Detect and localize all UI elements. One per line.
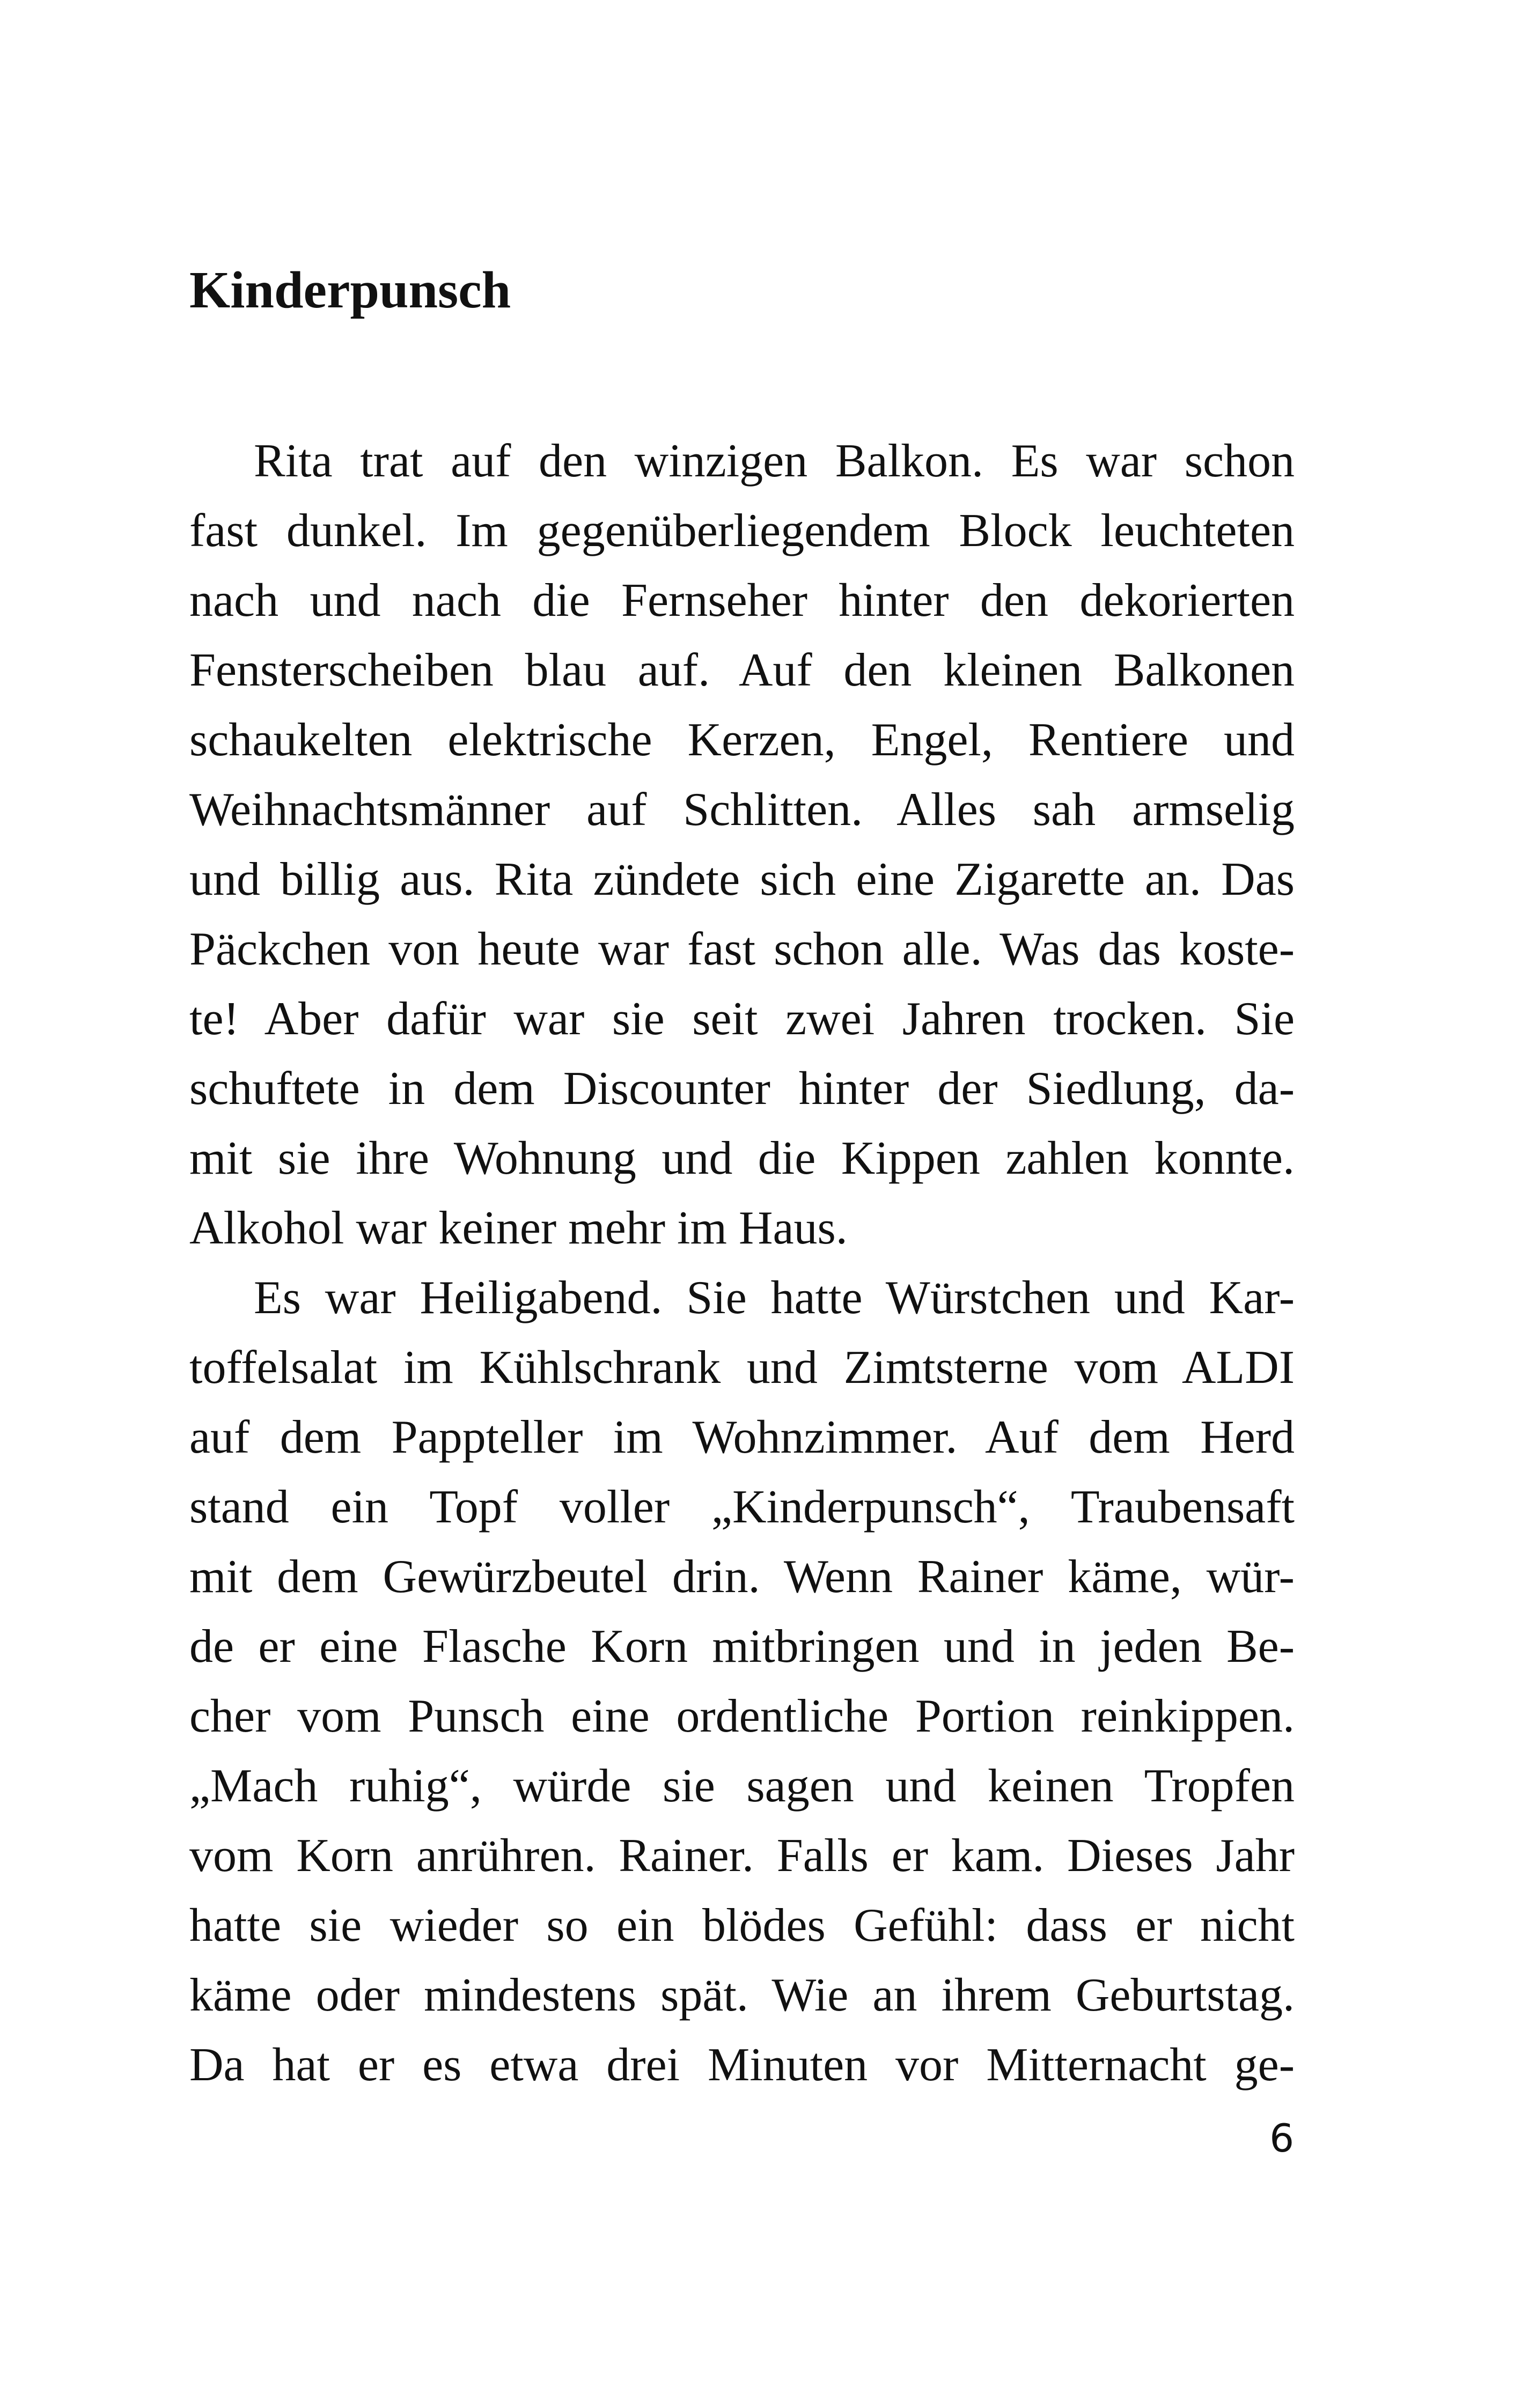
paragraph-line: cher vom Punsch eine ordentliche Portion reinkippen. <box>189 1690 1295 1742</box>
paragraph-line: vom Korn anrühren. Rainer. Falls er kam. Dieses Jahr <box>189 1830 1295 1882</box>
paragraph-line: mit dem Gewürzbeutel drin. Wenn Rainer käme, wür- <box>189 1551 1295 1603</box>
paragraph-line: „Mach ruhig“, würde sie sagen und keinen Tropfen <box>189 1760 1295 1812</box>
paragraph-line: Alkohol war keiner mehr im Haus. <box>189 1202 848 1254</box>
paragraph-line: toffelsalat im Kühlschrank und Zimtsterne vom ALDI <box>189 1342 1295 1394</box>
paragraph-line: Da hat er es etwa drei Minuten vor Mitternacht ge- <box>189 2039 1295 2091</box>
page-number: 6 <box>1269 2116 1294 2161</box>
paragraph-line: schaukelten elektrische Kerzen, Engel, Rentiere und <box>189 714 1295 766</box>
chapter-title: Kinderpunsch <box>189 261 511 319</box>
paragraph-line: mit sie ihre Wohnung und die Kippen zahlen konnte. <box>189 1132 1295 1184</box>
paragraph-line: nach und nach die Fernseher hinter den dekorierten <box>189 575 1295 627</box>
paragraph-line: stand ein Topf voller „Kinderpunsch“, Traubensaft <box>189 1481 1295 1533</box>
chapter-body <box>189 426 1295 2100</box>
paragraph-line: schuftete in dem Discounter hinter der Siedlung, da- <box>189 1063 1295 1115</box>
paragraph-line: und billig aus. Rita zündete sich eine Zigarette an. Das <box>189 853 1295 905</box>
paragraph-line: Weihnachtsmänner auf Schlitten. Alles sah armselig <box>189 784 1295 836</box>
paragraph-line: Päckchen von heute war fast schon alle. Was das koste- <box>189 923 1295 975</box>
paragraph-line: auf dem Pappteller im Wohnzimmer. Auf dem Herd <box>189 1411 1295 1463</box>
paragraph-line: Es war Heiligabend. Sie hatte Würstchen und Kar- <box>254 1272 1295 1324</box>
paragraph-line: Rita trat auf den winzigen Balkon. Es war schon <box>254 435 1295 487</box>
paragraph-line: de er eine Flasche Korn mitbringen und in jeden Be- <box>189 1621 1295 1673</box>
paragraph-line: käme oder mindestens spät. Wie an ihrem Geburtstag. <box>189 1969 1295 2021</box>
paragraph-line: te! Aber dafür war sie seit zwei Jahren trocken. Sie <box>189 993 1295 1045</box>
paragraph-line: fast dunkel. Im gegenüberliegendem Block leuchteten <box>189 505 1295 557</box>
paragraph-line: Fensterscheiben blau auf. Auf den kleinen Balkonen <box>189 644 1295 696</box>
paragraph-line: hatte sie wieder so ein blödes Gefühl: dass er nicht <box>189 1899 1295 1952</box>
